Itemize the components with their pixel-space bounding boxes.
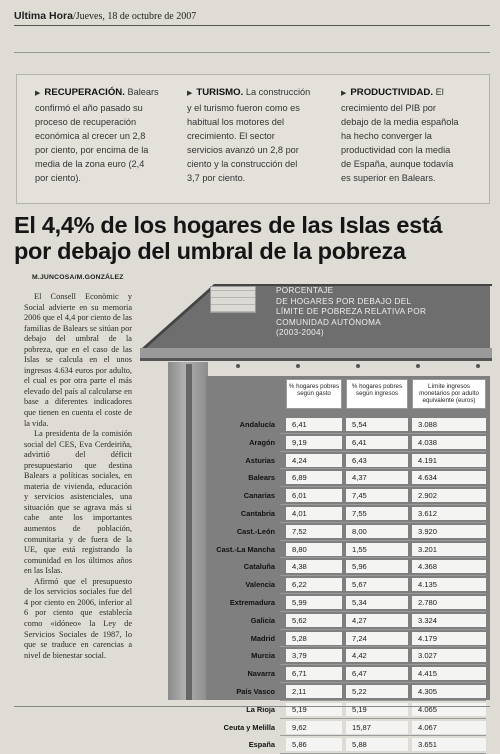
- cell-ingresos: 8,00: [346, 525, 408, 538]
- region-name: Canarias: [243, 491, 275, 501]
- publication-date: Jueves, 18 de octubre de 2007: [75, 11, 197, 22]
- key-point-line: habitual los motores del: [187, 117, 285, 127]
- cell-gasto: 8,80: [286, 543, 342, 556]
- key-point-line: confirmó el año pasado su: [35, 103, 143, 113]
- header-rule: [14, 52, 490, 53]
- cell-limite: 4.067: [412, 721, 486, 734]
- cell-ingresos: 6,43: [346, 454, 408, 467]
- key-point-line: crecimiento. El sector: [187, 131, 275, 141]
- key-point-line: Balears: [127, 87, 159, 97]
- article-body: [24, 292, 132, 661]
- region-name: Ceuta y Melilla: [223, 722, 275, 732]
- cell-limite: 4.038: [412, 436, 486, 449]
- region-name: País Vasco: [236, 687, 275, 696]
- col-head-limite: Límite ingresos monetarios por adulto equivalente (euros): [412, 379, 486, 409]
- cell-gasto: 6,41: [286, 418, 342, 431]
- cell-gasto: 5,28: [286, 632, 342, 645]
- key-point-line: media de la zona euro (2,4: [35, 159, 145, 169]
- cell-limite: 3.920: [412, 525, 486, 538]
- masthead-separator: /: [72, 11, 76, 22]
- publication-name: Ultima Hora: [14, 10, 73, 22]
- byline: M.JUNCOSA/M.GONZÁLEZ: [32, 274, 124, 281]
- cell-limite: 4.179: [412, 632, 486, 645]
- graphic-title-line: LÍMITE DE POBREZA RELATIVA POR: [276, 307, 427, 316]
- cell-limite: 4.634: [412, 471, 486, 484]
- arrow-icon: ▶: [35, 90, 41, 97]
- graphic-title-line: (2003-2004): [276, 328, 324, 337]
- cell-ingresos: 7,24: [346, 632, 408, 645]
- cell-ingresos: 15,87: [346, 721, 408, 734]
- headline: [14, 212, 494, 264]
- table-row: [214, 541, 486, 559]
- key-point-heading: PRODUCTIVIDAD.: [350, 87, 434, 98]
- chimney-bricks: [210, 286, 256, 313]
- table-row: [214, 594, 486, 612]
- key-point-line: crecimiento del PIB por: [341, 103, 436, 113]
- region-name: Extremadura: [229, 598, 275, 607]
- cell-gasto: 9,19: [286, 436, 342, 449]
- cell-gasto: 7,52: [286, 525, 342, 538]
- house-infographic: [138, 282, 494, 750]
- cell-ingresos: 7,45: [346, 489, 408, 502]
- region-name: Asturias: [245, 455, 275, 465]
- region-name: Balears: [248, 473, 275, 483]
- table-row: [214, 719, 486, 737]
- key-point-line: El: [435, 87, 444, 97]
- graphic-title-line: DE HOGARES POR DEBAJO DEL: [276, 296, 412, 306]
- region-name: Cantabria: [240, 509, 275, 518]
- key-point-line: por ciento, por encima de la: [35, 145, 149, 155]
- table-row: [214, 558, 486, 576]
- key-point-line: y el turismo fueron como es: [187, 103, 300, 113]
- table-row: [214, 523, 486, 541]
- cell-ingresos: 5,96: [346, 560, 408, 573]
- cell-limite: 4.135: [412, 578, 486, 591]
- cell-limite: 3.088: [412, 418, 486, 431]
- cell-limite: 3.651: [412, 738, 486, 751]
- cell-limite: 2.780: [412, 596, 486, 609]
- region-name: La Rioja: [246, 704, 275, 714]
- table-row: [214, 469, 486, 487]
- cell-ingresos: 4,37: [346, 471, 408, 484]
- cell-gasto: 4,01: [286, 507, 342, 520]
- table-row: [214, 434, 486, 452]
- table-row: [214, 683, 486, 701]
- table-row: [214, 576, 486, 594]
- masthead: [14, 10, 490, 26]
- table-row: [214, 647, 486, 665]
- region-name: Cast.-La Mancha: [216, 544, 275, 554]
- key-point-line: productividad con la media: [341, 145, 451, 155]
- cell-ingresos: 5,19: [346, 703, 408, 716]
- cell-gasto: 6,89: [286, 471, 342, 484]
- graphic-title-line: PORCENTAJE: [276, 286, 334, 295]
- key-point-line: económica al crecer un 2,8: [35, 131, 146, 141]
- region-name: Madrid: [250, 633, 275, 643]
- cell-limite: 4.191: [412, 454, 486, 467]
- table-row: [214, 505, 486, 523]
- cell-limite: 3.201: [412, 543, 486, 556]
- cell-ingresos: 4,42: [346, 649, 408, 662]
- cell-limite: 3.612: [412, 507, 486, 520]
- table-row: [214, 487, 486, 505]
- cell-ingresos: 5,54: [346, 418, 408, 431]
- key-point-heading: TURISMO.: [196, 87, 244, 98]
- arrow-icon: ▶: [187, 90, 193, 97]
- cell-ingresos: 5,34: [346, 596, 408, 609]
- key-point-recuperacion: [35, 85, 177, 185]
- cell-gasto: 5,86: [286, 738, 342, 751]
- region-name: Andalucía: [239, 420, 275, 429]
- cell-gasto: 6,01: [286, 489, 342, 502]
- key-point-line: de España, aunque todavía: [341, 159, 454, 169]
- key-point-line: servicios avanzó un 2,8 por: [187, 145, 299, 155]
- table-row: [214, 701, 486, 719]
- body-paragraph: La presidenta de la comisión social del CES, Eva Cerdeiriña, advirtió del déficit presupuestario que destina Balears a políticas sociales, en materia de vivienda, educación y servicios asistenciales, una situación que se agrava más si cabe ante los importantes aumentos de población, comunitaria y de fuera de la UE, que está registrando la comunidad en los últimos años en las Islas.: [24, 429, 132, 576]
- body-paragraph: Afirmó que el presupuesto de los servicios sociales fue del 4 por ciento en 2006, inferior al 6 por ciento que establecía como «idóneo» la Ley de Servicios Sociales de 1987, lo que se traduce en carencias a nivel de bienestar social.: [24, 576, 132, 660]
- key-points-box: [16, 74, 490, 204]
- key-point-line: proceso de recuperación: [35, 117, 137, 127]
- key-point-line: ha hecho converger la: [341, 131, 432, 141]
- cell-limite: 4.415: [412, 667, 486, 680]
- table-row: [214, 665, 486, 683]
- cell-limite: 4.368: [412, 560, 486, 573]
- cell-gasto: 4,38: [286, 560, 342, 573]
- cell-gasto: 5,99: [286, 596, 342, 609]
- cell-gasto: 5,19: [286, 703, 342, 716]
- key-point-line: La construcción: [245, 87, 311, 97]
- cell-ingresos: 6,47: [346, 667, 408, 680]
- cell-gasto: 5,62: [286, 614, 342, 627]
- region-name: Galicia: [250, 615, 275, 625]
- cell-limite: 3.324: [412, 614, 486, 627]
- cell-gasto: 4,24: [286, 454, 342, 467]
- region-name: Cataluña: [243, 562, 275, 572]
- key-point-line: por ciento).: [35, 173, 81, 183]
- cell-gasto: 6,22: [286, 578, 342, 591]
- cell-gasto: 6,71: [286, 667, 342, 680]
- cell-limite: 3.027: [412, 649, 486, 662]
- key-point-line: debajo de la media española: [341, 117, 459, 127]
- cell-ingresos: 7,55: [346, 507, 408, 520]
- graphic-title-line: COMUNIDAD AUTÓNOMA: [276, 317, 382, 327]
- cell-gasto: 2,11: [286, 685, 342, 698]
- footer-rule: [14, 706, 490, 707]
- headline-line: El 4,4% de los hogares de las Islas está: [14, 212, 443, 238]
- region-name: Valencia: [245, 580, 275, 590]
- cell-limite: 2.902: [412, 489, 486, 502]
- key-point-line: ciento y la construcción del: [187, 159, 298, 169]
- key-point-turismo: [187, 85, 329, 185]
- region-name: España: [248, 740, 275, 750]
- region-name: Murcia: [251, 651, 275, 661]
- key-point-productividad: [341, 85, 487, 185]
- region-name: Aragón: [249, 437, 275, 447]
- key-point-line: 3,7 por ciento.: [187, 173, 246, 183]
- body-paragraph: El Consell Econòmic y Social advierte en su memoria 2006 que el 4,4 por ciento de las familias de Balears se sitúan por debajo del umbral de la pobreza, que en el caso de las Islas se calcula en el unos ingresos 4.634 euros por adulto, el cual es por otra parte el más elevado del país al calcularse en base a diferentes indicadores que tienen en cuenta el coste de la vida.: [24, 292, 132, 428]
- table-row: [214, 612, 486, 630]
- cell-ingresos: 5,22: [346, 685, 408, 698]
- headline-line: por debajo del umbral de la pobreza: [14, 238, 406, 264]
- col-head-gasto: % hogares pobres según gasto: [286, 379, 342, 409]
- region-name: Navarra: [247, 669, 275, 679]
- cell-ingresos: 4,27: [346, 614, 408, 627]
- graphic-title: [276, 286, 486, 339]
- table-row: [214, 452, 486, 470]
- key-point-heading: RECUPERACIÓN.: [44, 87, 125, 98]
- region-name: Cast.-León: [236, 526, 275, 536]
- cell-ingresos: 1,55: [346, 543, 408, 556]
- cell-limite: 4.065: [412, 703, 486, 716]
- col-head-ingresos: % hogares pobres según ingresos: [346, 379, 408, 409]
- cell-ingresos: 6,41: [346, 436, 408, 449]
- key-point-line: es superior en Balears.: [341, 173, 436, 183]
- arrow-icon: ▶: [341, 90, 347, 97]
- cell-ingresos: 5,67: [346, 578, 408, 591]
- cell-gasto: 3,79: [286, 649, 342, 662]
- table-row: [214, 736, 486, 754]
- cell-limite: 4.305: [412, 685, 486, 698]
- table-row: [214, 630, 486, 648]
- cell-gasto: 9,62: [286, 721, 342, 734]
- drain-pipe: [186, 364, 192, 700]
- cell-ingresos: 5,88: [346, 738, 408, 751]
- table-row: [214, 416, 486, 434]
